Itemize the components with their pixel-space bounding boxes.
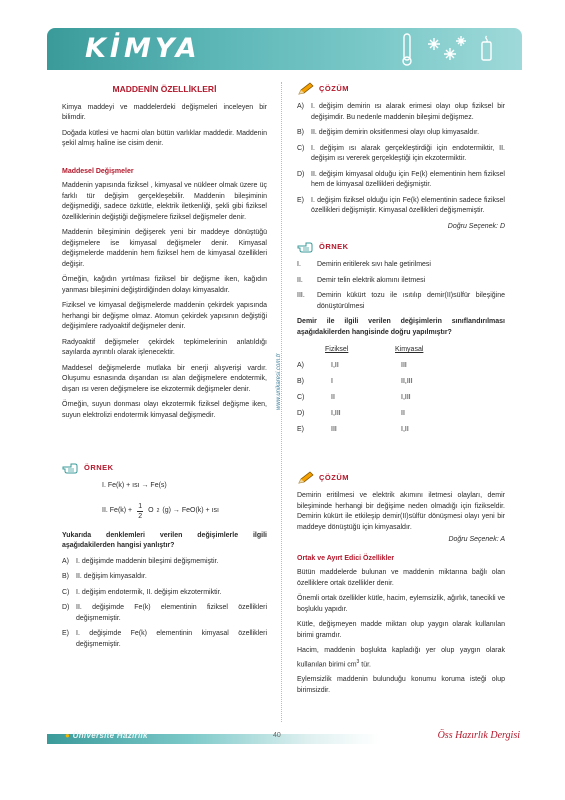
subject-title: KİMYA <box>85 33 201 64</box>
column-header-kimyasal: Kimyasal <box>395 346 424 353</box>
section-title: MADDENİN ÖZELLİKLERİ <box>112 84 217 94</box>
example-tag <box>297 240 505 254</box>
fraction-numerator: 1 <box>138 502 143 510</box>
classification-table <box>297 343 465 439</box>
statement-item: III. Demirin kükürt tozu ile ısıtılıp demir(II)sülfür bileşiğine dönüştürülmesi <box>297 292 505 310</box>
table-row: E) III I,II <box>297 426 409 433</box>
option-item: D) II. değişimde Fe(k) elementinin fiziksel özellikleri değişmemiştir. <box>62 604 267 622</box>
statement-item: II. Demir telin elektrik akımını iletmesi <box>297 276 426 284</box>
right-column <box>297 82 505 439</box>
correct-answer: Doğru Seçenek: A <box>448 536 505 543</box>
pointing-hand-icon <box>62 461 80 475</box>
body-paragraph: Önemli ortak özellikler kütle, hacim, eylemsizlik, ağırlık, tanecikli ve boşluklu yapıdır. <box>297 595 505 613</box>
table-row: B) I II,III <box>297 378 413 385</box>
statement-item: I. Demirin eritilerek sıvı hale getirilmesi <box>297 261 431 268</box>
solution-tag <box>297 82 505 96</box>
right-lower-column <box>297 471 505 701</box>
answer-options <box>62 557 267 651</box>
fraction-denominator: 2 <box>138 512 143 520</box>
option-item: B) II. değişim kimyasaldır. <box>62 573 147 580</box>
solution-item: D) II. değişim kimyasal olduğu için Fe(k) elementinin hem fiziksel hem de kimyasal özellikleri değişmiştir. <box>297 170 505 188</box>
body-paragraph: Eylemsizlik maddenin bulunduğu konumu koruma isteği olup birimsizdir. <box>297 676 505 694</box>
table-row: D) I,III II <box>297 410 405 417</box>
body-paragraph: Hacim, maddenin boşlukta kapladığı yer olup yaygın olarak kullanılan birimi $cm^3$ tür. <box>297 647 505 668</box>
page-footer <box>47 730 522 746</box>
table-row: C) II I,III <box>297 394 411 401</box>
body-paragraph: Bütün maddelerde bulunan ve maddenin miktarına bağlı olan özelliklere ortak özellikler denir. <box>297 569 505 587</box>
example-label: ÖRNEK <box>84 462 114 472</box>
example-tag <box>62 461 267 475</box>
body-paragraph: Fiziksel ve kimyasal değişmelerde maddenin çekirdek yapısında herhangi bir değişme olmaz. Atomun çekirdek yapısının değiştiği değişimlere radyoaktif değişmeler denir. <box>62 302 267 330</box>
option-item: A) I. değişimde maddenin bileşimi değişmemiştir. <box>62 557 219 565</box>
question: Yukarıda denklemleri verilen değişimlerle ilgili aşağıdakilerden hangisi yanlıştır? <box>62 531 267 549</box>
eq2-rest: (g) → FeO(k) + ısı <box>162 506 219 514</box>
magazine-title: Öss Hazırlık Dergisi <box>437 730 520 741</box>
solution-paragraph: Demirin eritilmesi ve elektrik akımını iletmesi olayları, demir bileşiminde herhangi bir değişime neden olmadığı için fizikseldir. Demirin kükürt ile etkileşip demir(II)sülfür dönüşmesi olayı yeni bir maddeye dönüştüğü için kimyasaldır. <box>297 492 505 531</box>
table-row: A) I,II III <box>297 362 407 369</box>
correct-answer: Doğru Seçenek: D <box>447 222 505 230</box>
body-paragraph: Kütle, değişmeyen madde miktarı olup yaygın olarak kullanılan birimi gramdır. <box>297 621 505 639</box>
option-item: E) I. değişimde Fe(k) elementinin kimyasal özellikleri değişmemiştir. <box>62 630 267 648</box>
eq2-prefix: II. Fe(k) + <box>102 506 133 514</box>
body-paragraph: Örneğin, kağıdın yırtılması fiziksel bir değişme iken, kağıdın yanması bileşimini değiştirdiğinden dolayı kimyasaldır. <box>62 276 267 294</box>
left-column <box>62 84 267 426</box>
equation-1: I. Fe(k) + ısı → Fe(s) <box>102 482 167 489</box>
intro-paragraph: Kimya maddeyi ve maddelerdeki değişmeleri inceleyen bir bilimdir. <box>62 103 267 121</box>
pencil-icon <box>297 82 315 96</box>
left-example <box>62 461 267 655</box>
table-header-row <box>297 343 465 359</box>
body-paragraph: Örneğin, suyun donması olayı ekzotermik fiziksel değişme iken, suyun elektrolizi endotermik kimyasal değişmedir. <box>62 401 267 419</box>
solution-item: C) I. değişim ısı alarak gerçekleştirdiği için endotermiktir, II. değişim ısı vererek gerçekleştiği için ekzotermiktir. <box>297 144 505 162</box>
website-vertical-text: www.unikaresi.com.tr <box>276 353 282 410</box>
solution-tag <box>297 471 505 485</box>
solution-item: A) I. değişim demirin ısı alarak erimesi olayı olup fiziksel bir değişimdir. Bu nedenle maddenin bileşimi değişmez. <box>297 103 505 121</box>
solution-item: B) II. değişim demirin oksitlenmesi olayı olup kimyasaldır. <box>297 129 480 136</box>
solution-item: E) I. değişim fiziksel olduğu için Fe(k) elementinin sadece fiziksel özellikleri değişmiştir. Kimyasal özellikleri değişmemiştir. <box>297 196 505 214</box>
body-paragraph: Radyoaktif değişmeler çekirdek tepkimelerinin anlatıldığı sayılarda ayrıntılı olarak işlenecektir. <box>62 338 267 356</box>
subsection-title: Maddesel Değişmeler <box>62 167 134 175</box>
intro-paragraph: Doğada kütlesi ve hacmi olan bütün varlıklar maddedir. Maddenin şekil almış haline ise cisim denir. <box>62 129 267 147</box>
subject-header <box>47 28 522 70</box>
equation-2 <box>62 502 267 521</box>
pointing-hand-icon <box>297 240 315 254</box>
column-header-fiziksel: Fiziksel <box>325 346 349 353</box>
eq2-oxygen: O <box>148 506 154 514</box>
solution-label: ÇÖZÜM <box>319 472 349 482</box>
subsection-title: Ortak ve Ayırt Edici Özellikler <box>297 554 395 562</box>
option-item: C) I. değişim endotermik, II. değişim ekzotermiktir. <box>62 588 222 596</box>
volume-unit-exponent: 3 <box>356 658 360 665</box>
example-label: ÖRNEK <box>319 241 349 251</box>
body-paragraph: Maddesel değişmelerde mutlaka bir enerji alışverişi vardır. Oluşumu esnasında dışarıdan ısı alan değişmelere endotermik, dışarı ısı veren değişmelere ise ekzotermik değişmeler denir. <box>62 364 267 393</box>
footer-brand: ● Üniversite Hazırlık <box>65 731 148 740</box>
pencil-icon <box>297 471 315 485</box>
question: Demir ile ilgili verilen değişimlerin sınıflandırılması aşağıdakilerden hangisinde doğru yapılmıştır? <box>297 318 505 336</box>
eq2-subscript: 2 <box>156 507 160 514</box>
page-number: 40 <box>273 732 281 739</box>
body-paragraph: Maddenin yapısında fiziksel , kimyasal ve nükleer olmak üzere üç farklı tür değişim gerçekleşebilir. Maddenin bileşiminin değişmediği, sadece özkütle, elektrik iletkenliği, şekli gibi fiziksel özelliklerinin değiştiği değişmelere fiziksel değişmeler denir. <box>62 182 267 221</box>
science-decoration-icon <box>398 32 508 66</box>
half-fraction <box>137 502 143 521</box>
brand-dot-icon: ● <box>65 731 71 740</box>
body-paragraph: Maddenin bileşiminin değişerek yeni bir maddeye dönüştüğü değişmelere ise kimyasal değişmeler denir. Kimyasal değişmelerde maddenin hem fiziksel hem de kimyasal özellikleri değişir. <box>62 229 267 268</box>
solution-label: ÇÖZÜM <box>319 83 349 93</box>
volume-unit: cm <box>347 660 357 668</box>
